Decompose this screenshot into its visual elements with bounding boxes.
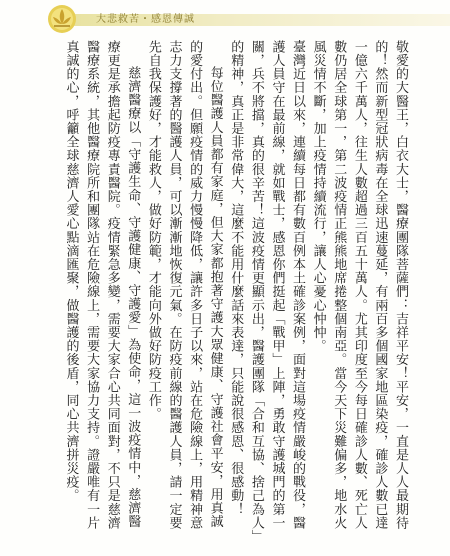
paragraph-families: 每位醫護人員都有家庭，但大家都抱著守護大眾健康、守護社會平安，用真誠的愛付出。但願疫情的威力慢慢降低，讓許多日子以來，站在危險線上，用精神意志力支撐著的醫護人員，可以漸漸地恢復元氣。在防疫前線的醫護人員，請一定要先自我保護好，才能救人，做好防範，才能向外做好防疫工作。 — [145, 40, 223, 530]
article-body — [50, 40, 410, 540]
brand-text: 大悲救苦・感恩傳誠 — [96, 14, 195, 25]
page-header — [0, 0, 450, 36]
lotus-logo-icon — [46, 4, 78, 34]
paragraph-greeting: 敬愛的大醫王，白衣大士，醫療團隊菩薩們：吉祥平安！平安，一直是人人最期待的！然而新型冠狀病毒在全球迅速蔓延，有兩百多個國家地區染疫，確診人數已達一億六千萬人，往生人數超過三百五十萬人。尤其印度至今每日確診人數、死亡人數仍居全球第一，第二波疫情正熊熊地席捲整個南亞。當今天下災難偏多，地水火風災情不斷，加上疫情持續流行，讓人心憂心忡忡。 — [310, 40, 408, 530]
paragraph-taiwan: 臺灣近日以來，連續每日都有數百例本土確診案例，面對這場疫情嚴峻的戰役，醫護人員守在最前線，就如戰士，感恩你們挺起「戰甲」上陣，勇敢守護城門的第一關，兵不將擋，真的很辛苦！這波疫情更顯示出，醫護團隊「合和互協、捨己為人」的精神，真正是非常偉大，這麼不能用什麼話來表達，只能說很感恩、很感動！ — [228, 40, 306, 537]
paragraph-tzuchi: 慈濟醫療以「守護生命、守護健康、守護愛」為使命，這一波疫情中，慈濟醫療更是承擔起防疫專責醫院。疫情緊急多變，需要大家合心共同面對，不只是慈濟醫療系統，其他醫療院所和團隊站在危險線上，需要大家協力支持。證嚴唯有一片真誠的心，呼籲全球慈濟人愛心點滴匯聚，做醫護的後盾，同心共濟拼災疫。 — [63, 40, 141, 530]
